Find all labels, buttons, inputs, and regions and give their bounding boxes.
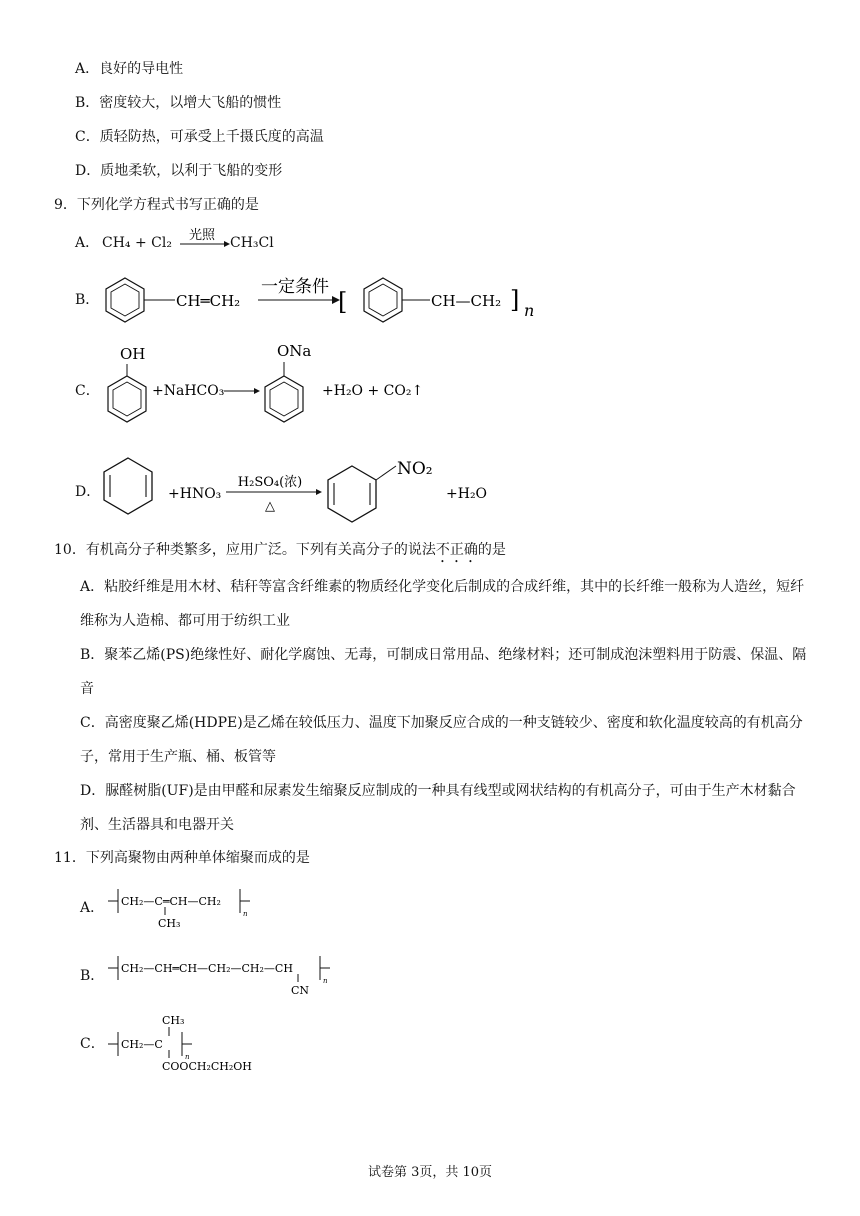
q9-b-equation bbox=[100, 272, 550, 332]
svg-text:n: n bbox=[185, 1053, 190, 1061]
q10-option-b: B．聚苯乙烯(PS)绝缘性好、耐化学腐蚀、无毒，可制成日常用品、绝缘材料；还可制成泡沫塑料用于防震、保温、隔音 bbox=[80, 647, 807, 697]
q11-stem: 11．下列高聚物由两种单体缩聚而成的是 bbox=[54, 850, 310, 866]
benzene-ring-icon bbox=[104, 458, 152, 514]
q9-c-phenoxide-ona: ONa bbox=[277, 342, 312, 360]
q10-emphasis: 不正确 bbox=[435, 542, 478, 558]
q9-a-reactants: CH₄ + Cl₂ bbox=[102, 235, 172, 251]
q11-option-b-label: B． bbox=[80, 968, 105, 984]
q10-option-c: C．高密度聚乙烯(HDPE)是乙烯在较低压力、温度下加聚反应合成的一种支链较少、密度和软化温度较高的有机高分子，常用于生产瓶、桶、板管等 bbox=[80, 715, 803, 765]
q9-a-condition: 光照 bbox=[188, 228, 216, 243]
q9-d-heat: △ bbox=[265, 499, 275, 514]
q10-stem: 10．有机高分子种类繁多，应用广泛。下列有关高分子的说法不正确的是 bbox=[54, 542, 506, 558]
q8-option-c: C．质轻防热，可承受上千摄氏度的高温 bbox=[75, 129, 324, 145]
svg-text:n: n bbox=[243, 910, 248, 918]
benzene-ring-icon bbox=[364, 278, 402, 322]
q9-a-arrow bbox=[178, 223, 230, 253]
q9-d-condition: H₂SO₄(浓) bbox=[237, 475, 303, 490]
q9-b-n: n bbox=[524, 301, 535, 320]
benzene-ring-icon bbox=[328, 466, 376, 522]
q11-b-chain: CH₂—CH═CH—CH₂—CH₂—CH bbox=[121, 962, 293, 975]
q8-option-a: A．良好的导电性 bbox=[75, 61, 184, 77]
q10-option-d: D．脲醛树脂(UF)是由甲醛和尿素发生缩聚反应制成的一种具有线型或网状结构的有机高分子，可由于生产木材黏合剂、生活器具和电器开关 bbox=[80, 783, 796, 833]
q9-option-d-label: D． bbox=[75, 484, 101, 500]
q10-option-a: A．粘胶纤维是用木材、秸秆等富含纤维素的物质经化学变化后制成的合成纤维，其中的长纤维一般称为人造丝，短纤维称为人造棉、都可用于纺织工业 bbox=[80, 579, 805, 629]
q11-c-chain: CH₂—C bbox=[121, 1038, 163, 1051]
q11-option-c-label: C． bbox=[80, 1036, 105, 1052]
benzene-ring-icon bbox=[108, 376, 146, 422]
q9-option-b-label: B． bbox=[75, 292, 100, 308]
q8-option-b: B．密度较大，以增大飞船的惯性 bbox=[75, 95, 282, 111]
q9-b-polymer-chain: CH—CH₂ bbox=[431, 292, 502, 310]
q9-a-product: CH₃Cl bbox=[230, 235, 274, 251]
q8-option-d: D．质地柔软，以利于飞船的变形 bbox=[75, 163, 283, 179]
q9-b-condition: 一定条件 bbox=[261, 277, 329, 297]
q9-stem: 9．下列化学方程式书写正确的是 bbox=[54, 197, 259, 213]
q9-d-equation bbox=[100, 452, 500, 528]
q11-a-methyl: CH₃ bbox=[158, 917, 181, 930]
q9-d-products: +H₂O bbox=[446, 486, 488, 502]
q9-b-monomer-chain: CH═CH₂ bbox=[176, 292, 241, 310]
q9-option-c-label: C． bbox=[75, 383, 100, 399]
q9-c-products: +H₂O + CO₂↑ bbox=[322, 383, 424, 399]
benzene-ring-icon bbox=[265, 376, 303, 422]
q9-c-phenol-oh: OH bbox=[120, 345, 146, 363]
q9-c-reagent: +NaHCO₃ bbox=[152, 383, 225, 399]
bracket-right-icon: ] bbox=[510, 286, 520, 314]
page-footer: 试卷第 3页，共 10页 bbox=[367, 1165, 493, 1180]
q9-c-equation bbox=[100, 342, 430, 438]
q11-c-structure bbox=[106, 1010, 276, 1074]
benzene-ring-icon bbox=[106, 278, 144, 322]
q11-b-cyano: CN bbox=[291, 984, 310, 997]
q11-option-a-label: A． bbox=[80, 900, 105, 916]
q11-b-structure bbox=[106, 954, 346, 1000]
bracket-left-icon: [ bbox=[338, 288, 348, 316]
svg-text:n: n bbox=[323, 977, 328, 985]
q9-d-reagent: +HNO₃ bbox=[168, 486, 222, 502]
q11-a-structure bbox=[106, 885, 266, 931]
q11-c-methyl: CH₃ bbox=[162, 1014, 185, 1027]
q11-c-ester: COOCH₂CH₂OH bbox=[162, 1060, 252, 1073]
q11-a-chain: CH₂—C═CH—CH₂ bbox=[121, 895, 221, 908]
q9-option-a-label: A． bbox=[75, 235, 100, 251]
q9-d-nitro: NO₂ bbox=[397, 459, 433, 479]
